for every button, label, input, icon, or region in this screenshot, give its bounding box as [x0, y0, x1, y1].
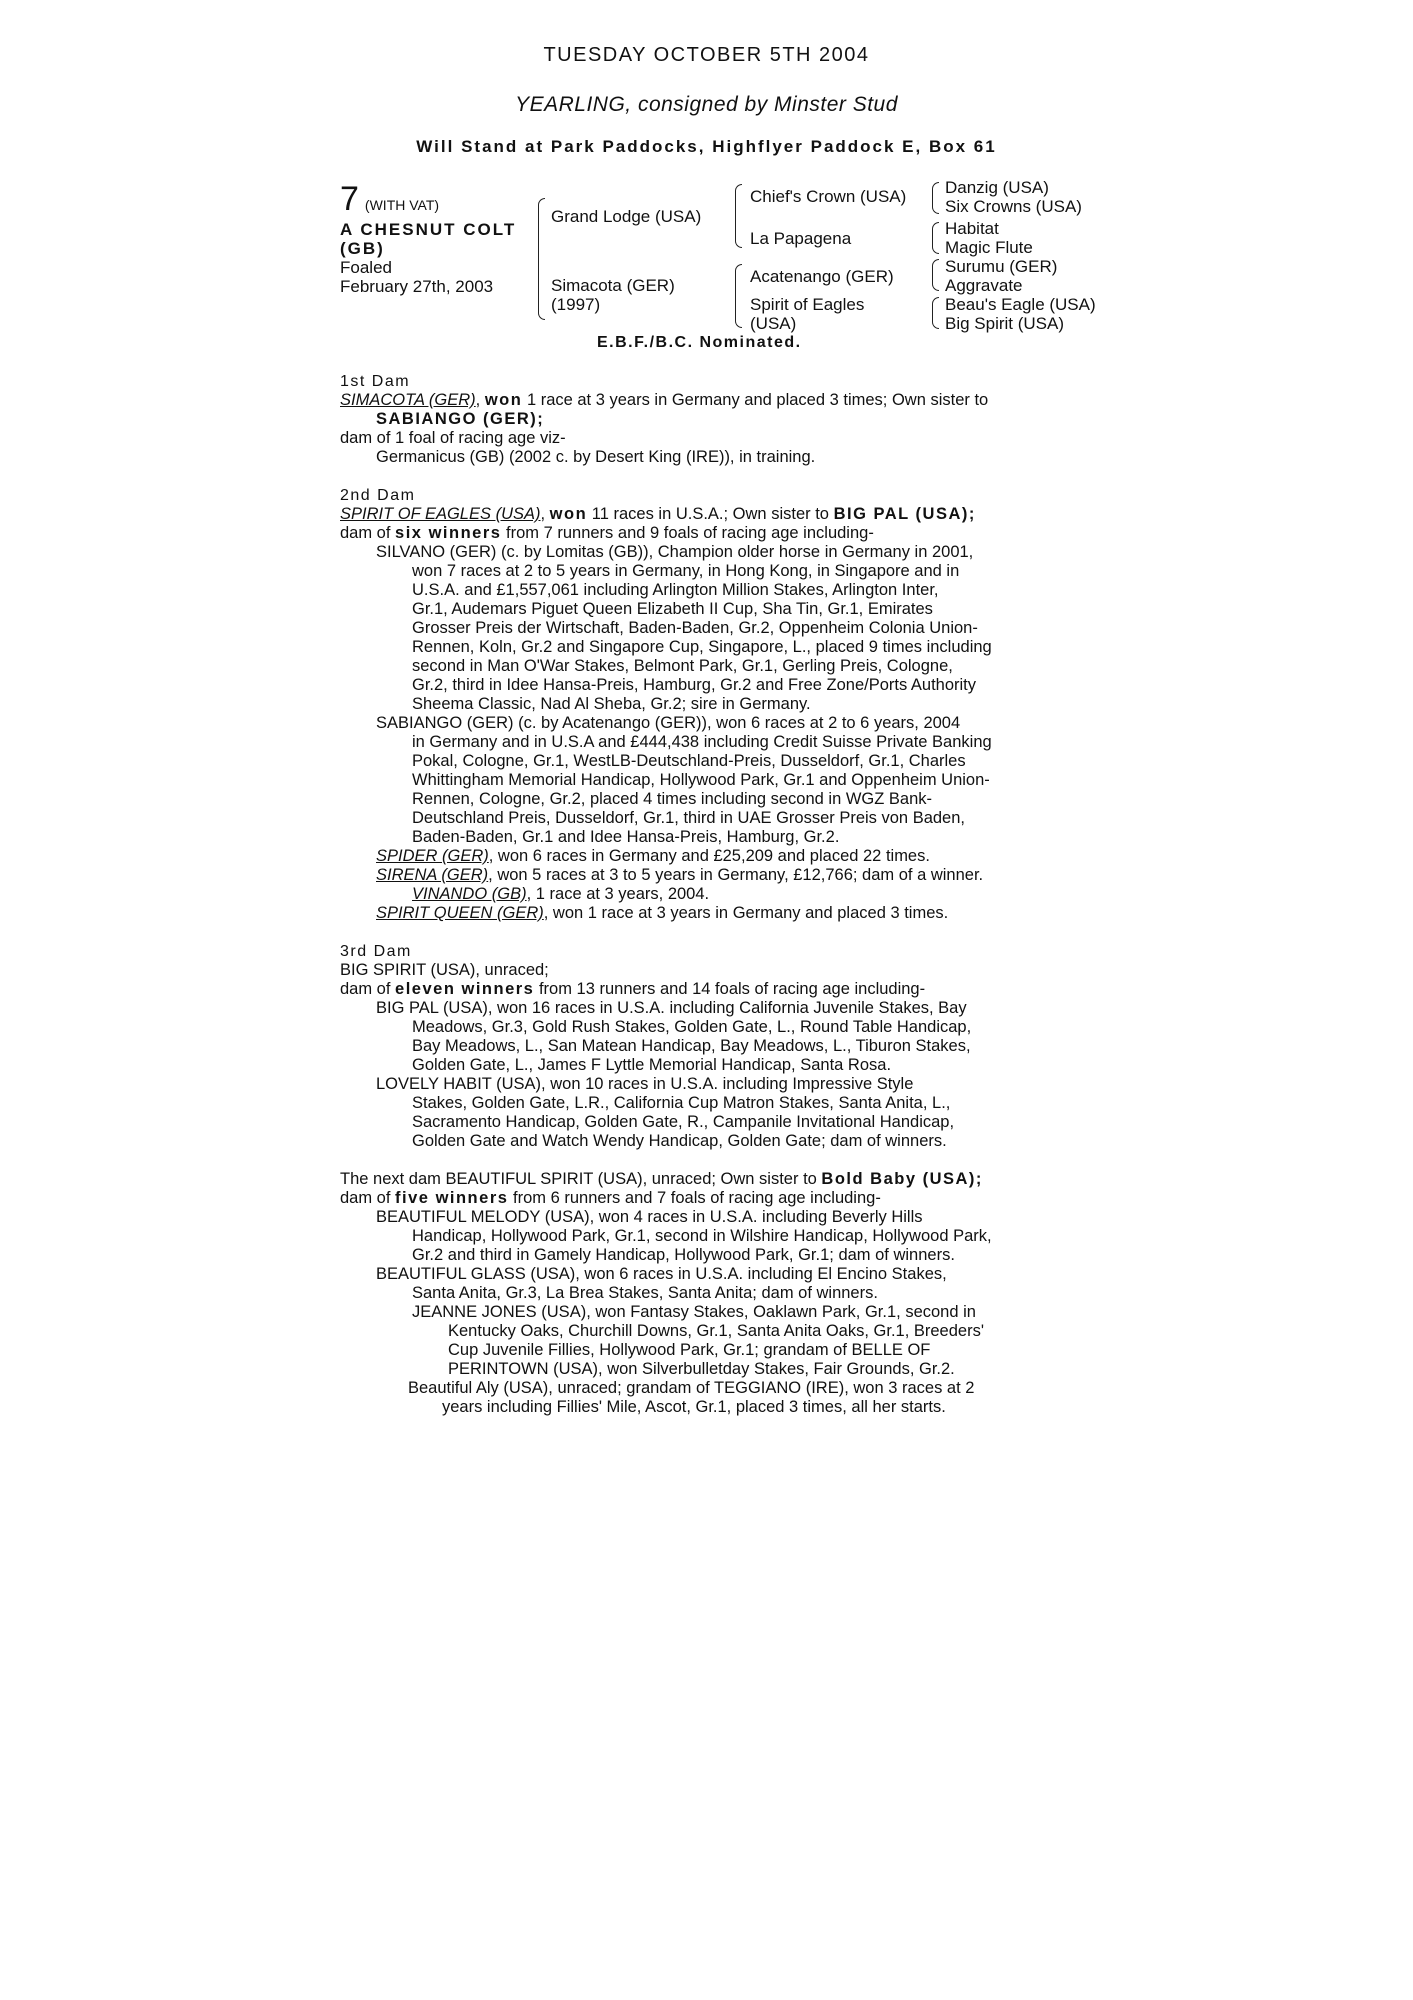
- spider-name: SPIDER (GER): [376, 847, 489, 865]
- pedigree-sd-s: Habitat: [945, 219, 999, 238]
- silvano-entry: [340, 543, 1075, 714]
- jeanne-jones-line: Kentucky Oaks, Churchill Downs, Gr.1, Santa Anita Oaks, Gr.1, Breeders': [448, 1322, 984, 1340]
- next-dam-intro: The next dam BEAUTIFUL SPIRIT (USA), unraced; Own sister to: [340, 1170, 817, 1188]
- beautiful-glass-line: BEAUTIFUL GLASS (USA), won 6 races in U.S.A. including El Encino Stakes,: [376, 1265, 947, 1283]
- beautiful-melody-entry: [340, 1208, 1075, 1265]
- pedigree-brace-ss: [932, 182, 939, 214]
- second-dam-produce-intro: [340, 524, 1075, 543]
- first-dam-produce-intro: dam of 1 foal of racing age viz-: [340, 429, 566, 447]
- pedigree-brace-ds: [932, 259, 939, 291]
- pedigree-brace-main: [538, 198, 545, 320]
- second-dam-heading: 2nd Dam: [340, 487, 416, 504]
- consignment-line: YEARLING, consigned by Minster Stud: [515, 93, 898, 116]
- first-dam-sister: SABIANGO (GER);: [376, 410, 545, 428]
- second-dam-sister: BIG PAL (USA);: [833, 505, 976, 523]
- lot-description-line2: (GB): [340, 239, 385, 258]
- second-dam-line1: SPIRIT OF EAGLES (USA), won 11 races in U.S.A.; Own sister to BIG PAL (USA);: [340, 505, 976, 523]
- second-dam-won: won: [549, 505, 588, 523]
- pedigree-dam-year: (1997): [551, 295, 601, 314]
- beautiful-glass-entry: [340, 1265, 1075, 1303]
- beautiful-melody-line: Handicap, Hollywood Park, Gr.1, second in Wilshire Handicap, Hollywood Park,: [412, 1227, 992, 1245]
- sabiango-line: Deutschland Preis, Dusseldorf, Gr.1, third in UAE Grosser Preis von Baden,: [412, 809, 965, 827]
- lovely-habit-line: LOVELY HABIT (USA), won 10 races in U.S.A. including Impressive Style: [376, 1075, 914, 1093]
- lot-description: [340, 220, 516, 258]
- first-dam-summary: 1 race at 3 years in Germany and placed 3 times; Own sister to: [526, 391, 989, 409]
- second-dam-name: SPIRIT OF EAGLES (USA): [340, 505, 541, 523]
- silvano-line: Sheema Classic, Nad Al Sheba, Gr.2; sire in Germany.: [412, 695, 811, 713]
- silvano-line: U.S.A. and £1,557,061 including Arlington Million Stakes, Arlington Inter,: [412, 581, 939, 599]
- sirena-summary: , won 5 races at 3 to 5 years in Germany, £12,766; dam of a winner.: [488, 866, 984, 884]
- pedigree-dam-name: Simacota (GER): [551, 276, 675, 295]
- sirena-name: SIRENA (GER): [376, 866, 489, 884]
- lovely-habit-line: Golden Gate and Watch Wendy Handicap, Golden Gate; dam of winners.: [412, 1132, 947, 1150]
- pedigree-dd-d: Big Spirit (USA): [945, 314, 1065, 333]
- first-dam-name: SIMACOTA (GER): [340, 391, 476, 409]
- spirit-queen-entry: [340, 904, 1075, 923]
- sabiango-line: Pokal, Cologne, Gr.1, WestLB-Deutschland-Preis, Dusseldorf, Gr.1, Charles: [412, 752, 966, 770]
- big-pal-line: BIG PAL (USA), won 16 races in U.S.A. including California Juvenile Stakes, Bay: [376, 999, 967, 1017]
- beautiful-aly-line: Beautiful Aly (USA), unraced; grandam of TEGGIANO (IRE), won 3 races at 2: [408, 1379, 975, 1397]
- pedigree-sd-d: Magic Flute: [945, 238, 1033, 257]
- beautiful-glass-line: Santa Anita, Gr.3, La Brea Stakes, Santa Anita; dam of winners.: [412, 1284, 878, 1302]
- big-pal-line: Golden Gate, L., James F Lyttle Memorial Handicap, Santa Rosa.: [412, 1056, 892, 1074]
- pedigree-sire: Grand Lodge (USA): [551, 207, 702, 226]
- spirit-queen-name: SPIRIT QUEEN (GER): [376, 904, 544, 922]
- stand-location: Will Stand at Park Paddocks, Highflyer Paddock E, Box 61: [416, 137, 997, 156]
- pedigree-dam-dam-country: (USA): [750, 314, 797, 333]
- silvano-line: Rennen, Koln, Gr.2 and Singapore Cup, Singapore, L., placed 9 times including: [412, 638, 992, 656]
- silvano-line: SILVANO (GER) (c. by Lomitas (GB)), Champion older horse in Germany in 2001,: [376, 543, 974, 561]
- foaled-info: [340, 258, 493, 296]
- jeanne-jones-entry: [340, 1303, 1075, 1379]
- first-dam-line1: SIMACOTA (GER), won 1 race at 3 years in Germany and placed 3 times; Own sister to: [340, 391, 989, 409]
- lovely-habit-line: Sacramento Handicap, Golden Gate, R., Campanile Invitational Handicap,: [412, 1113, 955, 1131]
- pedigree-brace-dd: [932, 297, 939, 329]
- sabiango-line: Baden-Baden, Gr.1 and Idee Hansa-Preis, Hamburg, Gr.2.: [412, 828, 840, 846]
- jeanne-jones-line: Cup Juvenile Fillies, Hollywood Park, Gr.1; grandam of BELLE OF: [448, 1341, 931, 1359]
- lot-description-line1: A CHESNUT COLT: [340, 220, 517, 239]
- third-dam-intro-b: from 13 runners and 14 foals of racing age including-: [538, 980, 926, 998]
- sabiango-line: SABIANGO (GER) (c. by Acatenango (GER)), won 6 races at 2 to 6 years, 2004: [376, 714, 961, 732]
- next-dam-produce-intro: [340, 1189, 1075, 1208]
- silvano-line: Gr.2, third in Idee Hansa-Preis, Hamburg, Gr.2 and Free Zone/Ports Authority: [412, 676, 977, 694]
- first-dam-heading: 1st Dam: [340, 373, 411, 390]
- third-dam-intro-a: dam of: [340, 980, 391, 998]
- jeanne-jones-line: PERINTOWN (USA), won Silverbulletday Stakes, Fair Grounds, Gr.2.: [448, 1360, 955, 1378]
- lot-number-block: [340, 180, 439, 219]
- next-dam-line1: [340, 1170, 1075, 1189]
- beautiful-melody-line: Gr.2 and third in Gamely Handicap, Hollywood Park, Gr.1; dam of winners.: [412, 1246, 955, 1264]
- big-pal-line: Bay Meadows, L., San Matean Handicap, Bay Meadows, L., Tiburon Stakes,: [412, 1037, 971, 1055]
- pedigree-brace-sire: [735, 184, 742, 248]
- sabiango-line: Whittingham Memorial Handicap, Hollywood Park, Gr.1 and Oppenheim Union-: [412, 771, 990, 789]
- second-dam-intro-a: dam of: [340, 524, 391, 542]
- spirit-queen-summary: , won 1 race at 3 years in Germany and placed 3 times.: [543, 904, 949, 922]
- silvano-line: Grosser Preis der Wirtschaft, Baden-Baden, Gr.2, Oppenheim Colonia Union-: [412, 619, 978, 637]
- lovely-habit-entry: [340, 1075, 1075, 1151]
- beautiful-aly-line: years including Fillies' Mile, Ascot, Gr.1, placed 3 times, all her starts.: [442, 1398, 946, 1416]
- sirena-entry: [340, 866, 1075, 885]
- first-dam-produce: Germanicus (GB) (2002 c. by Desert King (IRE)), in training.: [376, 448, 816, 466]
- vinando-name: VINANDO (GB): [412, 885, 527, 903]
- pedigree-sire-sire: Chief's Crown (USA): [750, 187, 907, 206]
- second-dam-winners: six winners: [395, 524, 502, 542]
- pedigree-sire-dam: La Papagena: [750, 229, 852, 248]
- lovely-habit-line: Stakes, Golden Gate, L.R., California Cup Matron Stakes, Santa Anita, L.,: [412, 1094, 951, 1112]
- next-dam-sister: Bold Baby (USA);: [821, 1170, 983, 1188]
- sabiango-entry: [340, 714, 1075, 847]
- big-pal-entry: [340, 999, 1075, 1075]
- nomination-note: E.B.F./B.C. Nominated.: [597, 334, 802, 351]
- pedigree-dam-dam-name: Spirit of Eagles: [750, 295, 865, 314]
- vat-note: (WITH VAT): [364, 197, 440, 213]
- sale-date: TUESDAY OCTOBER 5TH 2004: [543, 44, 870, 66]
- pedigree-brace-dam: [735, 264, 742, 328]
- beautiful-aly-entry: [340, 1379, 1075, 1417]
- third-dam-heading: 3rd Dam: [340, 943, 412, 960]
- spider-entry: [340, 847, 1075, 866]
- foaled-date: February 27th, 2003: [340, 277, 494, 296]
- beautiful-melody-line: BEAUTIFUL MELODY (USA), won 4 races in U.S.A. including Beverly Hills: [376, 1208, 923, 1226]
- silvano-line: won 7 races at 2 to 5 years in Germany, in Hong Kong, in Singapore and in: [412, 562, 960, 580]
- third-dam-winners: eleven winners: [395, 980, 535, 998]
- next-dam-intro-b: from 6 runners and 7 foals of racing age including-: [513, 1189, 881, 1207]
- pedigree-dam: [551, 276, 675, 314]
- pedigree-ss-d: Six Crowns (USA): [945, 197, 1082, 216]
- lot-number: 7: [340, 180, 359, 218]
- sabiango-line: in Germany and in U.S.A and £444,438 including Credit Suisse Private Banking: [412, 733, 992, 751]
- third-dam-line1: BIG SPIRIT (USA), unraced;: [340, 961, 549, 979]
- silvano-line: Gr.1, Audemars Piguet Queen Elizabeth II Cup, Sha Tin, Gr.1, Emirates: [412, 600, 933, 618]
- silvano-line: second in Man O'War Stakes, Belmont Park, Gr.1, Gerling Preis, Cologne,: [412, 657, 953, 675]
- big-pal-line: Meadows, Gr.3, Gold Rush Stakes, Golden Gate, L., Round Table Handicap,: [412, 1018, 972, 1036]
- vinando-summary: , 1 race at 3 years, 2004.: [526, 885, 710, 903]
- next-dam-intro-a: dam of: [340, 1189, 391, 1207]
- pedigree-dam-dam: [750, 295, 864, 333]
- sabiango-line: Rennen, Cologne, Gr.2, placed 4 times including second in WGZ Bank-: [412, 790, 933, 808]
- pedigree-ds-d: Aggravate: [945, 276, 1023, 295]
- pedigree-dam-sire: Acatenango (GER): [750, 267, 894, 286]
- dam-details: [340, 372, 1075, 1417]
- pedigree-dd-s: Beau's Eagle (USA): [945, 295, 1096, 314]
- foaled-label: Foaled: [340, 258, 392, 277]
- pedigree-ss-s: Danzig (USA): [945, 178, 1049, 197]
- next-dam-winners: five winners: [395, 1189, 509, 1207]
- first-dam-won: won: [484, 391, 523, 409]
- third-dam-produce-intro: [340, 980, 1075, 999]
- pedigree-ds-s: Surumu (GER): [945, 257, 1058, 276]
- second-dam-summary: 11 races in U.S.A.; Own sister to: [591, 505, 829, 523]
- jeanne-jones-line: JEANNE JONES (USA), won Fantasy Stakes, Oaklawn Park, Gr.1, second in: [412, 1303, 976, 1321]
- second-dam-intro-b: from 7 runners and 9 foals of racing age including-: [506, 524, 874, 542]
- vinando-entry: [340, 885, 1075, 904]
- spider-summary: , won 6 races in Germany and £25,209 and placed 22 times.: [488, 847, 930, 865]
- pedigree-brace-sd: [932, 222, 939, 254]
